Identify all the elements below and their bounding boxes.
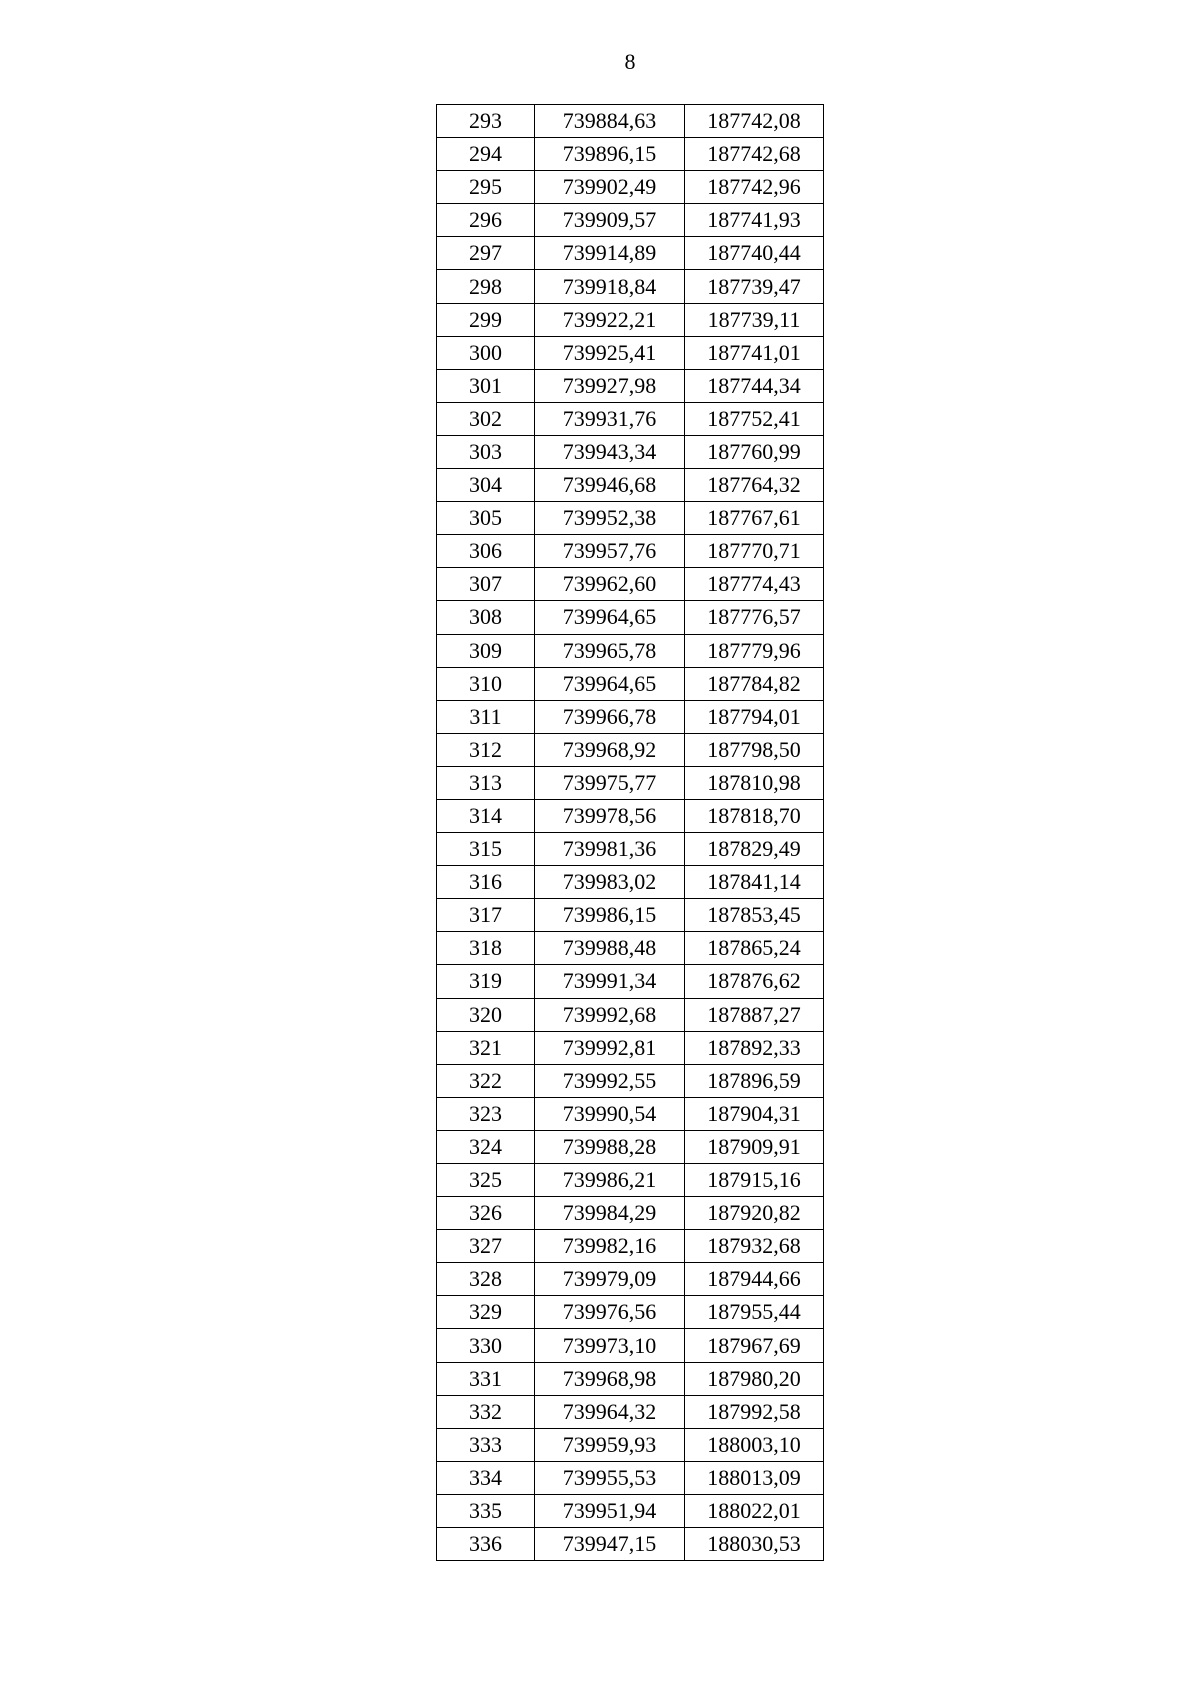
- point-number-cell: 313: [437, 766, 535, 799]
- x-coordinate-cell: 739959,93: [535, 1428, 685, 1461]
- table-row: [437, 601, 824, 634]
- x-coordinate-cell: 739976,56: [535, 1296, 685, 1329]
- y-coordinate-cell: 187774,43: [685, 568, 824, 601]
- table-row: [437, 866, 824, 899]
- point-number-cell: 314: [437, 799, 535, 832]
- coordinates-table-body: [437, 105, 824, 1561]
- table-row: [437, 502, 824, 535]
- table-row: [437, 237, 824, 270]
- point-number-cell: 306: [437, 535, 535, 568]
- y-coordinate-cell: 187752,41: [685, 402, 824, 435]
- page-number: 8: [624, 49, 636, 74]
- x-coordinate-cell: 739955,53: [535, 1461, 685, 1494]
- x-coordinate-cell: 739984,29: [535, 1197, 685, 1230]
- point-number-cell: 299: [437, 303, 535, 336]
- y-coordinate-cell: 188022,01: [685, 1494, 824, 1527]
- y-coordinate-cell: 187770,71: [685, 535, 824, 568]
- y-coordinate-cell: 187741,93: [685, 204, 824, 237]
- table-row: [437, 1197, 824, 1230]
- x-coordinate-cell: 739982,16: [535, 1230, 685, 1263]
- point-number-cell: 323: [437, 1097, 535, 1130]
- x-coordinate-cell: 739902,49: [535, 171, 685, 204]
- y-coordinate-cell: 187980,20: [685, 1362, 824, 1395]
- point-number-cell: 332: [437, 1395, 535, 1428]
- x-coordinate-cell: 739979,09: [535, 1263, 685, 1296]
- y-coordinate-cell: 187876,62: [685, 965, 824, 998]
- x-coordinate-cell: 739973,10: [535, 1329, 685, 1362]
- x-coordinate-cell: 739964,32: [535, 1395, 685, 1428]
- y-coordinate-cell: 187742,08: [685, 105, 824, 138]
- y-coordinate-cell: 187741,01: [685, 336, 824, 369]
- x-coordinate-cell: 739965,78: [535, 634, 685, 667]
- y-coordinate-cell: 187744,34: [685, 369, 824, 402]
- x-coordinate-cell: 739990,54: [535, 1097, 685, 1130]
- table-row: [437, 568, 824, 601]
- y-coordinate-cell: 187794,01: [685, 700, 824, 733]
- y-coordinate-cell: 187841,14: [685, 866, 824, 899]
- point-number-cell: 334: [437, 1461, 535, 1494]
- y-coordinate-cell: 187892,33: [685, 1031, 824, 1064]
- point-number-cell: 301: [437, 369, 535, 402]
- x-coordinate-cell: 739927,98: [535, 369, 685, 402]
- point-number-cell: 310: [437, 667, 535, 700]
- table-row: [437, 667, 824, 700]
- x-coordinate-cell: 739947,15: [535, 1528, 685, 1561]
- table-row: [437, 1031, 824, 1064]
- y-coordinate-cell: 187932,68: [685, 1230, 824, 1263]
- table-row: [437, 1296, 824, 1329]
- x-coordinate-cell: 739981,36: [535, 833, 685, 866]
- point-number-cell: 326: [437, 1197, 535, 1230]
- table-row: [437, 402, 824, 435]
- y-coordinate-cell: 187992,58: [685, 1395, 824, 1428]
- table-row: [437, 1064, 824, 1097]
- x-coordinate-cell: 739991,34: [535, 965, 685, 998]
- point-number-cell: 325: [437, 1164, 535, 1197]
- table-row: [437, 766, 824, 799]
- table-row: [437, 1528, 824, 1561]
- y-coordinate-cell: 187865,24: [685, 932, 824, 965]
- x-coordinate-cell: 739943,34: [535, 435, 685, 468]
- table-row: [437, 899, 824, 932]
- table-row: [437, 932, 824, 965]
- table-row: [437, 303, 824, 336]
- y-coordinate-cell: 187887,27: [685, 998, 824, 1031]
- table-row: [437, 204, 824, 237]
- table-row: [437, 270, 824, 303]
- table-row: [437, 1428, 824, 1461]
- y-coordinate-cell: 187760,99: [685, 435, 824, 468]
- y-coordinate-cell: 187740,44: [685, 237, 824, 270]
- x-coordinate-cell: 739952,38: [535, 502, 685, 535]
- table-row: [437, 105, 824, 138]
- x-coordinate-cell: 739988,48: [535, 932, 685, 965]
- x-coordinate-cell: 739951,94: [535, 1494, 685, 1527]
- y-coordinate-cell: 187829,49: [685, 833, 824, 866]
- table-row: [437, 469, 824, 502]
- x-coordinate-cell: 739884,63: [535, 105, 685, 138]
- table-row: [437, 965, 824, 998]
- point-number-cell: 297: [437, 237, 535, 270]
- x-coordinate-cell: 739909,57: [535, 204, 685, 237]
- x-coordinate-cell: 739946,68: [535, 469, 685, 502]
- point-number-cell: 303: [437, 435, 535, 468]
- y-coordinate-cell: 188003,10: [685, 1428, 824, 1461]
- y-coordinate-cell: 187904,31: [685, 1097, 824, 1130]
- point-number-cell: 331: [437, 1362, 535, 1395]
- point-number-cell: 327: [437, 1230, 535, 1263]
- y-coordinate-cell: 187767,61: [685, 502, 824, 535]
- point-number-cell: 333: [437, 1428, 535, 1461]
- x-coordinate-cell: 739986,15: [535, 899, 685, 932]
- y-coordinate-cell: 187779,96: [685, 634, 824, 667]
- point-number-cell: 293: [437, 105, 535, 138]
- point-number-cell: 324: [437, 1130, 535, 1163]
- point-number-cell: 318: [437, 932, 535, 965]
- table-row: [437, 1230, 824, 1263]
- point-number-cell: 328: [437, 1263, 535, 1296]
- table-row: [437, 733, 824, 766]
- x-coordinate-cell: 739962,60: [535, 568, 685, 601]
- table-row: [437, 634, 824, 667]
- y-coordinate-cell: 187967,69: [685, 1329, 824, 1362]
- y-coordinate-cell: 187853,45: [685, 899, 824, 932]
- point-number-cell: 305: [437, 502, 535, 535]
- y-coordinate-cell: 187909,91: [685, 1130, 824, 1163]
- point-number-cell: 311: [437, 700, 535, 733]
- table-row: [437, 171, 824, 204]
- y-coordinate-cell: 187784,82: [685, 667, 824, 700]
- y-coordinate-cell: 187955,44: [685, 1296, 824, 1329]
- point-number-cell: 295: [437, 171, 535, 204]
- point-number-cell: 304: [437, 469, 535, 502]
- x-coordinate-cell: 739957,76: [535, 535, 685, 568]
- y-coordinate-cell: 187739,47: [685, 270, 824, 303]
- x-coordinate-cell: 739992,81: [535, 1031, 685, 1064]
- table-row: [437, 336, 824, 369]
- point-number-cell: 300: [437, 336, 535, 369]
- table-row: [437, 1494, 824, 1527]
- point-number-cell: 321: [437, 1031, 535, 1064]
- point-number-cell: 336: [437, 1528, 535, 1561]
- point-number-cell: 316: [437, 866, 535, 899]
- x-coordinate-cell: 739922,21: [535, 303, 685, 336]
- y-coordinate-cell: 187915,16: [685, 1164, 824, 1197]
- point-number-cell: 319: [437, 965, 535, 998]
- point-number-cell: 309: [437, 634, 535, 667]
- point-number-cell: 315: [437, 833, 535, 866]
- y-coordinate-cell: 187818,70: [685, 799, 824, 832]
- y-coordinate-cell: 188013,09: [685, 1461, 824, 1494]
- point-number-cell: 335: [437, 1494, 535, 1527]
- y-coordinate-cell: 187920,82: [685, 1197, 824, 1230]
- table-row: [437, 700, 824, 733]
- table-row: [437, 138, 824, 171]
- table-row: [437, 998, 824, 1031]
- x-coordinate-cell: 739964,65: [535, 667, 685, 700]
- table-row: [437, 1329, 824, 1362]
- table-row: [437, 535, 824, 568]
- table-row: [437, 1164, 824, 1197]
- x-coordinate-cell: 739992,55: [535, 1064, 685, 1097]
- table-row: [437, 799, 824, 832]
- point-number-cell: 312: [437, 733, 535, 766]
- table-row: [437, 1362, 824, 1395]
- x-coordinate-cell: 739978,56: [535, 799, 685, 832]
- x-coordinate-cell: 739986,21: [535, 1164, 685, 1197]
- x-coordinate-cell: 739918,84: [535, 270, 685, 303]
- table-row: [437, 369, 824, 402]
- table-row: [437, 833, 824, 866]
- y-coordinate-cell: 187896,59: [685, 1064, 824, 1097]
- table-row: [437, 1263, 824, 1296]
- x-coordinate-cell: 739925,41: [535, 336, 685, 369]
- point-number-cell: 296: [437, 204, 535, 237]
- point-number-cell: 294: [437, 138, 535, 171]
- x-coordinate-cell: 739975,77: [535, 766, 685, 799]
- x-coordinate-cell: 739966,78: [535, 700, 685, 733]
- x-coordinate-cell: 739992,68: [535, 998, 685, 1031]
- table-row: [437, 1097, 824, 1130]
- y-coordinate-cell: 187739,11: [685, 303, 824, 336]
- x-coordinate-cell: 739983,02: [535, 866, 685, 899]
- table-row: [437, 1461, 824, 1494]
- x-coordinate-cell: 739968,98: [535, 1362, 685, 1395]
- point-number-cell: 317: [437, 899, 535, 932]
- x-coordinate-cell: 739896,15: [535, 138, 685, 171]
- x-coordinate-cell: 739964,65: [535, 601, 685, 634]
- y-coordinate-cell: 187944,66: [685, 1263, 824, 1296]
- x-coordinate-cell: 739931,76: [535, 402, 685, 435]
- table-row: [437, 435, 824, 468]
- y-coordinate-cell: 187798,50: [685, 733, 824, 766]
- x-coordinate-cell: 739968,92: [535, 733, 685, 766]
- x-coordinate-cell: 739988,28: [535, 1130, 685, 1163]
- y-coordinate-cell: 187776,57: [685, 601, 824, 634]
- point-number-cell: 307: [437, 568, 535, 601]
- point-number-cell: 322: [437, 1064, 535, 1097]
- x-coordinate-cell: 739914,89: [535, 237, 685, 270]
- point-number-cell: 302: [437, 402, 535, 435]
- point-number-cell: 320: [437, 998, 535, 1031]
- point-number-cell: 308: [437, 601, 535, 634]
- y-coordinate-cell: 187742,68: [685, 138, 824, 171]
- y-coordinate-cell: 187810,98: [685, 766, 824, 799]
- point-number-cell: 298: [437, 270, 535, 303]
- y-coordinate-cell: 188030,53: [685, 1528, 824, 1561]
- coordinates-table: [436, 104, 824, 1561]
- point-number-cell: 330: [437, 1329, 535, 1362]
- point-number-cell: 329: [437, 1296, 535, 1329]
- table-row: [437, 1395, 824, 1428]
- y-coordinate-cell: 187764,32: [685, 469, 824, 502]
- table-row: [437, 1130, 824, 1163]
- y-coordinate-cell: 187742,96: [685, 171, 824, 204]
